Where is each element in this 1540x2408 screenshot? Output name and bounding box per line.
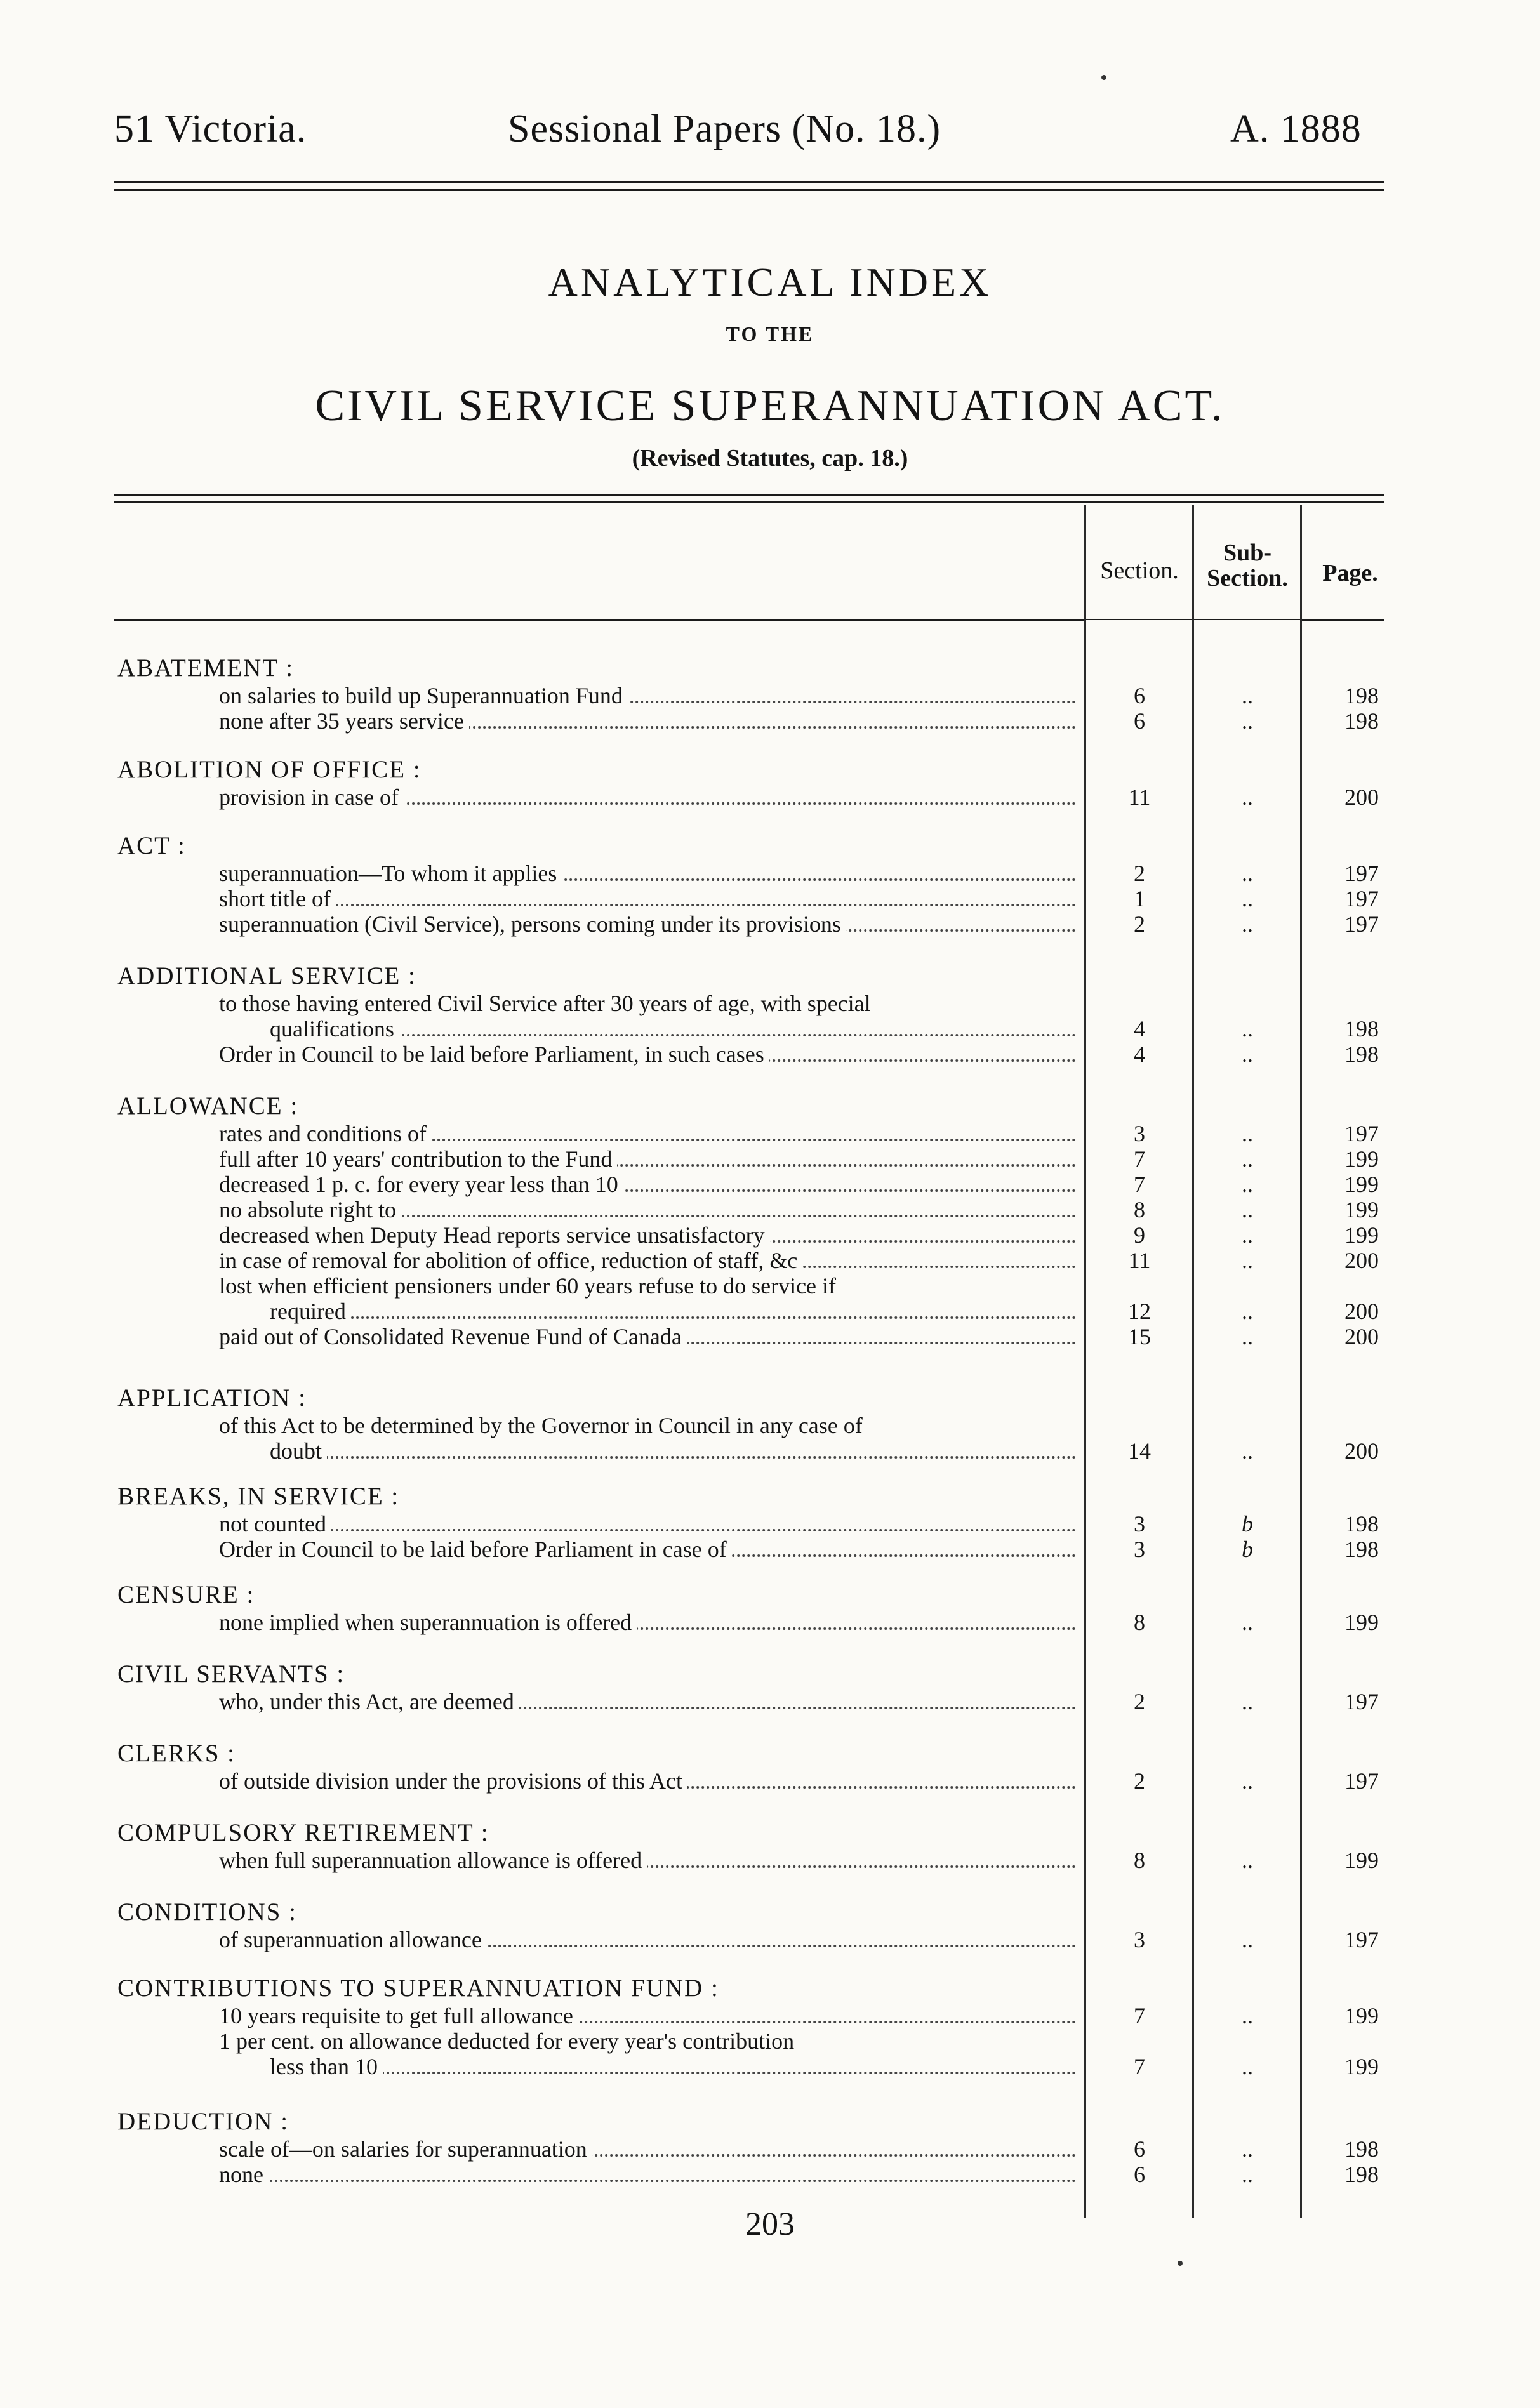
page-reference: 199 xyxy=(1344,1222,1379,1248)
section-number: 1 xyxy=(1134,886,1145,911)
index-entry-text xyxy=(219,2028,1076,2054)
header-sessional-papers: Sessional Papers (No. 18.) xyxy=(508,107,941,150)
subsection-number: .. xyxy=(1242,784,1253,810)
index-entry-text xyxy=(219,1042,1076,1067)
column-header-rule-subsection xyxy=(1194,619,1300,620)
index-heading: CONTRIBUTIONS TO SUPERANNUATION FUND : xyxy=(117,1975,719,2002)
index-heading: ABATEMENT : xyxy=(117,654,295,682)
index-entry-text xyxy=(219,1610,1076,1635)
subsection-number: .. xyxy=(1242,2136,1253,2162)
index-entry-text xyxy=(219,683,1076,708)
index-entry-label: scale of—on salaries for superannuation xyxy=(219,2136,592,2162)
index-entry-text xyxy=(219,2136,1076,2162)
section-number: 4 xyxy=(1134,1016,1145,1042)
page-reference: 198 xyxy=(1344,2136,1379,2162)
index-entry-label: none xyxy=(219,2162,269,2187)
column-divider-text xyxy=(1084,505,1086,2218)
index-heading: CONDITIONS : xyxy=(117,1898,297,1926)
header-rule-bottom xyxy=(114,189,1384,191)
index-entry-label: rates and conditions of xyxy=(219,1121,432,1146)
dot-leader xyxy=(219,904,1076,906)
section-number: 3 xyxy=(1134,1927,1145,1952)
page-reference: 197 xyxy=(1344,861,1379,886)
section-number: 4 xyxy=(1134,1042,1145,1067)
index-entry-label: Order in Council to be laid before Parliament in case of xyxy=(219,1537,732,1562)
index-entry-text xyxy=(219,2003,1076,2028)
subsection-number: .. xyxy=(1242,1197,1253,1222)
index-heading: DEDUCTION : xyxy=(117,2108,289,2135)
section-number: 2 xyxy=(1134,1768,1145,1794)
section-number: 6 xyxy=(1134,683,1145,708)
index-entry-label: in case of removal for abolition of office, reduction of staff, &c xyxy=(219,1248,802,1273)
index-entry-label: superannuation (Civil Service), persons coming under its provisions xyxy=(219,911,846,937)
section-number: 2 xyxy=(1134,861,1145,886)
column-header-subsection-line2: Section. xyxy=(1207,564,1288,592)
section-number: 6 xyxy=(1134,708,1145,734)
title-rule-bottom xyxy=(114,501,1384,503)
page-reference: 197 xyxy=(1344,1689,1379,1714)
header-session: 51 Victoria. xyxy=(114,107,307,150)
index-heading: APPLICATION : xyxy=(117,1384,307,1412)
subsection-number: .. xyxy=(1242,2162,1253,2187)
section-number: 2 xyxy=(1134,911,1145,937)
index-entry-label: of outside division under the provisions of this Act xyxy=(219,1768,687,1794)
index-title-connector: TO THE xyxy=(726,322,814,345)
index-entry-text xyxy=(219,1248,1076,1273)
index-entry-label: none after 35 years service xyxy=(219,708,469,734)
subsection-number: .. xyxy=(1242,1689,1253,1714)
index-entry-label: of superannuation allowance xyxy=(219,1927,487,1952)
act-title: CIVIL SERVICE SUPERANNUATION ACT. xyxy=(315,381,1225,430)
header-year: A. 1888 xyxy=(1230,107,1362,150)
index-heading: ADDITIONAL SERVICE : xyxy=(117,962,416,989)
section-number: 11 xyxy=(1128,784,1151,810)
index-entry-label: full after 10 years' contribution to the Fund xyxy=(219,1146,617,1172)
index-entry-text xyxy=(219,1413,1076,1438)
page-reference: 200 xyxy=(1344,1299,1379,1324)
index-entry-text xyxy=(219,1197,1076,1222)
index-heading: COMPULSORY RETIREMENT : xyxy=(117,1819,489,1846)
column-header-rule-section xyxy=(1086,619,1192,620)
index-heading: CENSURE : xyxy=(117,1581,255,1608)
subsection-number: b xyxy=(1242,1511,1253,1537)
section-number: 7 xyxy=(1134,2003,1145,2028)
column-header-section: Section. xyxy=(1100,557,1179,584)
section-number: 9 xyxy=(1134,1222,1145,1248)
index-entry-text xyxy=(219,1146,1076,1172)
index-heading: CLERKS : xyxy=(117,1740,236,1767)
subsection-number: .. xyxy=(1242,1146,1253,1172)
index-entry-continuation-label: less than 10 xyxy=(270,2054,383,2079)
column-header-rule-page xyxy=(1302,619,1384,621)
revised-statutes-reference: (Revised Statutes, cap. 18.) xyxy=(632,445,908,472)
index-entry-text xyxy=(219,1927,1076,1952)
dot-leader xyxy=(270,2072,1076,2074)
index-entry-label: decreased 1 p. c. for every year less than 10 xyxy=(219,1172,623,1197)
column-header-subsection xyxy=(1195,541,1300,592)
index-entry-continuation xyxy=(270,1299,1076,1324)
header-rule-top xyxy=(114,181,1384,183)
subsection-number: .. xyxy=(1242,886,1253,911)
subsection-number: .. xyxy=(1242,1042,1253,1067)
section-number: 14 xyxy=(1128,1438,1151,1464)
index-entry-text xyxy=(219,1848,1076,1873)
index-entry-label: lost when efficient pensioners under 60 years refuse to do service if xyxy=(219,1273,841,1299)
column-header-rule-left xyxy=(114,619,1084,621)
subsection-number: .. xyxy=(1242,1121,1253,1146)
index-entry-text xyxy=(219,1324,1076,1349)
index-entry-label: none implied when superannuation is offered xyxy=(219,1610,637,1635)
index-entry-continuation xyxy=(270,1438,1076,1464)
subsection-number: .. xyxy=(1242,861,1253,886)
print-speck xyxy=(1101,75,1106,80)
page-reference: 199 xyxy=(1344,2054,1379,2079)
index-entry-label: superannuation—To whom it applies xyxy=(219,861,562,886)
page-reference: 197 xyxy=(1344,911,1379,937)
index-entry-label: of this Act to be determined by the Governor in Council in any case of xyxy=(219,1413,868,1438)
index-entry-continuation xyxy=(270,2054,1076,2079)
section-number: 7 xyxy=(1134,2054,1145,2079)
section-number: 6 xyxy=(1134,2162,1145,2187)
index-entry-continuation-label: qualifications xyxy=(270,1016,399,1042)
index-entry-text xyxy=(219,1768,1076,1794)
index-entry-text xyxy=(219,1537,1076,1562)
index-heading: BREAKS, IN SERVICE : xyxy=(117,1483,400,1510)
page-reference: 198 xyxy=(1344,1042,1379,1067)
index-entry-continuation-label: required xyxy=(270,1299,351,1324)
index-entry-text xyxy=(219,2162,1076,2187)
dot-leader xyxy=(219,2180,1076,2182)
page-reference: 200 xyxy=(1344,1324,1379,1349)
column-divider-subsection xyxy=(1300,505,1302,2218)
subsection-number: .. xyxy=(1242,1610,1253,1635)
section-number: 11 xyxy=(1128,1248,1151,1273)
index-entry-label: 1 per cent. on allowance deducted for every year's contribution xyxy=(219,2028,799,2054)
subsection-number: .. xyxy=(1242,1438,1253,1464)
subsection-number: .. xyxy=(1242,708,1253,734)
index-entry-text xyxy=(219,1222,1076,1248)
section-number: 12 xyxy=(1128,1299,1151,1324)
page-reference: 200 xyxy=(1344,784,1379,810)
column-header-subsection-line1: Sub- xyxy=(1223,539,1272,566)
index-heading: ALLOWANCE : xyxy=(117,1092,299,1120)
page-reference: 197 xyxy=(1344,1121,1379,1146)
index-entry-text xyxy=(219,708,1076,734)
section-number: 3 xyxy=(1134,1511,1145,1537)
page-reference: 198 xyxy=(1344,1016,1379,1042)
subsection-number: .. xyxy=(1242,1222,1253,1248)
subsection-number: .. xyxy=(1242,1172,1253,1197)
subsection-number: .. xyxy=(1242,1927,1253,1952)
index-entry-label: no absolute right to xyxy=(219,1197,401,1222)
index-heading: ACT : xyxy=(117,832,186,859)
index-entry-label: short title of xyxy=(219,886,336,911)
page-reference: 199 xyxy=(1344,1197,1379,1222)
index-entry-text xyxy=(219,886,1076,911)
index-entry-text xyxy=(219,1172,1076,1197)
page-reference: 199 xyxy=(1344,1610,1379,1635)
page-reference: 198 xyxy=(1344,1537,1379,1562)
page-reference: 198 xyxy=(1344,708,1379,734)
index-entry-continuation-label: doubt xyxy=(270,1438,327,1464)
index-entry-label: when full superannuation allowance is offered xyxy=(219,1848,647,1873)
dot-leader xyxy=(219,1529,1076,1531)
index-entry-text xyxy=(219,1689,1076,1714)
index-entry-label: not counted xyxy=(219,1511,331,1537)
subsection-number: .. xyxy=(1242,1324,1253,1349)
subsection-number: .. xyxy=(1242,1299,1253,1324)
index-entry-text xyxy=(219,1273,1076,1299)
page-reference: 197 xyxy=(1344,1768,1379,1794)
index-entry-label: who, under this Act, are deemed xyxy=(219,1689,519,1714)
index-entry-text xyxy=(219,991,1076,1016)
section-number: 7 xyxy=(1134,1172,1145,1197)
section-number: 3 xyxy=(1134,1121,1145,1146)
dot-leader xyxy=(270,1316,1076,1319)
section-number: 8 xyxy=(1134,1610,1145,1635)
page-number: 203 xyxy=(745,2206,795,2242)
index-heading: ABOLITION OF OFFICE : xyxy=(117,756,422,783)
section-number: 7 xyxy=(1134,1146,1145,1172)
index-entry-label: paid out of Consolidated Revenue Fund of Canada xyxy=(219,1324,687,1349)
section-number: 3 xyxy=(1134,1537,1145,1562)
subsection-number: .. xyxy=(1242,1848,1253,1873)
subsection-number: .. xyxy=(1242,2054,1253,2079)
index-entry-label: decreased when Deputy Head reports service unsatisfactory xyxy=(219,1222,770,1248)
index-entry-text xyxy=(219,861,1076,886)
index-entry-label: to those having entered Civil Service after 30 years of age, with special xyxy=(219,991,876,1016)
index-entry-text xyxy=(219,1511,1076,1537)
section-number: 8 xyxy=(1134,1848,1145,1873)
section-number: 15 xyxy=(1128,1324,1151,1349)
index-entry-text xyxy=(219,911,1076,937)
dot-leader xyxy=(270,1456,1076,1459)
index-entry-label: 10 years requisite to get full allowance xyxy=(219,2003,578,2028)
page-reference: 197 xyxy=(1344,886,1379,911)
page-reference: 199 xyxy=(1344,1172,1379,1197)
section-number: 6 xyxy=(1134,2136,1145,2162)
index-entry-label: on salaries to build up Superannuation Fund xyxy=(219,683,628,708)
page-reference: 199 xyxy=(1344,1848,1379,1873)
column-header-page: Page. xyxy=(1322,560,1378,586)
index-entry-text xyxy=(219,1121,1076,1146)
index-heading: CIVIL SERVANTS : xyxy=(117,1660,345,1688)
section-number: 8 xyxy=(1134,1197,1145,1222)
page-reference: 198 xyxy=(1344,2162,1379,2187)
column-divider-section xyxy=(1192,505,1194,2218)
subsection-number: .. xyxy=(1242,683,1253,708)
page-reference: 200 xyxy=(1344,1438,1379,1464)
index-entry-continuation xyxy=(270,1016,1076,1042)
page-reference: 197 xyxy=(1344,1927,1379,1952)
index-entry-text xyxy=(219,784,1076,810)
index-title: ANALYTICAL INDEX xyxy=(548,260,992,305)
page-reference: 198 xyxy=(1344,1511,1379,1537)
print-speck xyxy=(1178,2261,1183,2266)
index-entry-label: provision in case of xyxy=(219,784,404,810)
subsection-number: .. xyxy=(1242,1016,1253,1042)
subsection-number: .. xyxy=(1242,911,1253,937)
title-rule-top xyxy=(114,494,1384,496)
subsection-number: b xyxy=(1242,1537,1253,1562)
page-reference: 198 xyxy=(1344,683,1379,708)
index-entry-label: Order in Council to be laid before Parliament, in such cases xyxy=(219,1042,769,1067)
page-reference: 199 xyxy=(1344,2003,1379,2028)
subsection-number: .. xyxy=(1242,2003,1253,2028)
subsection-number: .. xyxy=(1242,1248,1253,1273)
page-reference: 200 xyxy=(1344,1248,1379,1273)
section-number: 2 xyxy=(1134,1689,1145,1714)
subsection-number: .. xyxy=(1242,1768,1253,1794)
page-reference: 199 xyxy=(1344,1146,1379,1172)
